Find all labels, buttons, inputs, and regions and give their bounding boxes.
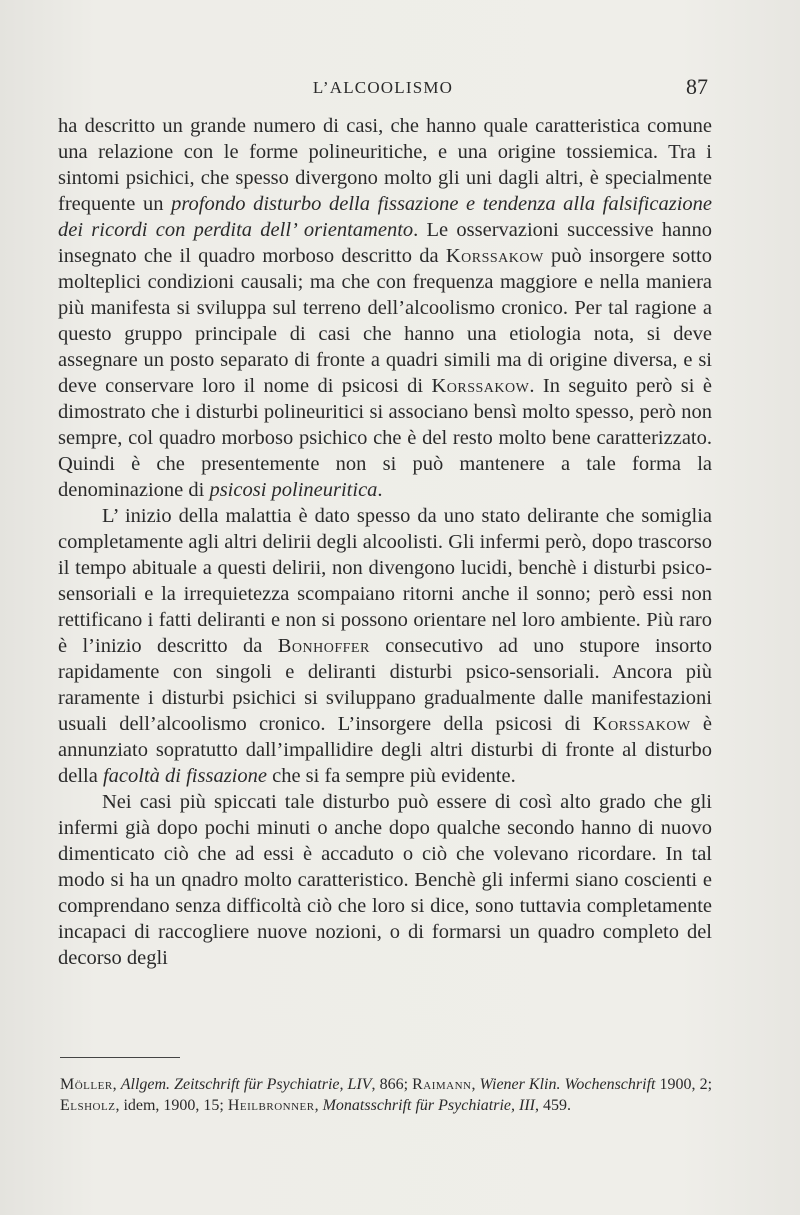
italic-text: Allgem. Zeitschrift für Psychiatrie, LIV <box>120 1076 372 1093</box>
footnote <box>60 1074 712 1116</box>
author-name: Möller <box>60 1076 113 1093</box>
page-header <box>58 74 708 104</box>
footnotes <box>60 1074 712 1116</box>
author-name: Elsholz <box>60 1097 116 1114</box>
paragraph <box>58 113 712 503</box>
text-run: , <box>314 1097 323 1114</box>
author-name: Korssakow <box>431 375 530 397</box>
italic-text: Monatsschrift für Psychiatrie, III <box>322 1097 536 1114</box>
footnote-divider <box>60 1057 180 1058</box>
italic-text: facoltà di fissazione <box>102 765 267 787</box>
text-run: . <box>377 479 383 501</box>
text-run: Nei casi più spiccati tale disturbo può essere di così alto grado che gli infermi già dopo pochi minuti o anche dopo qualche secondo hanno di nuovo dimenticato ciò che ad essi è accaduto o ciò che volevano ricordare. In tal modo si ha un qnadro molto caratteristico. Benchè gli infermi siano coscienti e comprendano senza difficoltà ciò che loro si dice, sono tuttavia completamente incapaci di raccogliere nuove nozioni, o di formarsi un quadro completo del decorso degli <box>58 791 712 969</box>
text-run: può insorgere sotto molteplici condizioni causali; ma che con frequenza maggiore e nella maniera più manifesta si sviluppa sul terreno dell’alcoolismo cronico. Per tal ragione a questo gruppo principale di casi che hanno una etiologia nota, si deve assegnare un posto separato di fronte a quadri simili ma di origine diversa, e si deve conservare loro il nome di psicosi di <box>58 245 712 397</box>
text-run: . Le osservazioni successive hanno insegnato che il quadro morboso descritto da <box>58 219 712 267</box>
body-text <box>58 113 712 971</box>
italic-text: profondo disturbo della fissazione e tendenza alla falsificazione dei ricordi con perdita dell’ orientamento <box>58 193 712 241</box>
text-run: 1900, 2; <box>655 1076 713 1093</box>
text-run: . In seguito però si è dimostrato che i disturbi polineuritici si associano bensì molto spesso, però non sempre, col quadro morboso psichico che è del resto molto bene caratterizzato. Quindi è che presentemente non si può mantenere a tale forma la denominazione di <box>58 375 712 501</box>
paragraph <box>58 789 712 971</box>
text-run: è annunziato sopratutto dall’impallidire degli altri disturbi di fronte al disturbo della <box>58 713 712 787</box>
author-name: Raimann <box>412 1076 472 1093</box>
text-run: , <box>471 1076 480 1093</box>
text-run: L’ inizio della malattia è dato spesso da uno stato delirante che somiglia completamente agli altri delirii degli alcoolisti. Gli infermi però, dopo trascorso il tempo abituale a questi delirii, non divengono lucidi, benchè i disturbi psico-sensoriali e la irrequietezza scompaiano ritorni anche il sonno; però essi non rettificano i fatti deliranti e non si possono orientare nel loro ambiente. Più raro è l’inizio descritto da <box>58 505 712 657</box>
author-name: Korssakow <box>445 245 544 267</box>
text-run: che si fa sempre più evidente. <box>266 765 516 787</box>
page-number: 87 <box>686 74 708 99</box>
text-run: , 866; <box>371 1076 413 1093</box>
author-name: Korssakow <box>592 713 691 735</box>
text-run: ha descritto un grande numero di casi, che hanno quale caratteristica comune una relazione con le forme polineuritiche, e una origine tossiemica. Tra i sintomi psichici, che spesso divergono molto gli uni dagli altri, è specialmente frequente un <box>58 115 712 215</box>
italic-text: Wiener Klin. Wochenschrift <box>479 1076 656 1093</box>
text-run: , idem, 1900, 15; <box>115 1097 228 1114</box>
text-run: , <box>112 1076 121 1093</box>
author-name: Heilbronner <box>227 1097 315 1114</box>
paragraph <box>58 503 712 789</box>
author-name: Bonhoffer <box>277 635 370 657</box>
italic-text: psicosi polineuritica <box>209 479 378 501</box>
text-run: , 459. <box>535 1097 572 1114</box>
running-title: L’ALCOOLISMO <box>312 78 454 97</box>
text-run: consecutivo ad uno stupore insorto rapidamente con singoli e deliranti disturbi psico-sensoriali. Ancora più raramente i disturbi psichici si sviluppano gradualmente dalle manifestazioni usuali dell’alcoolismo cronico. L’insorgere della psicosi di <box>58 635 713 735</box>
